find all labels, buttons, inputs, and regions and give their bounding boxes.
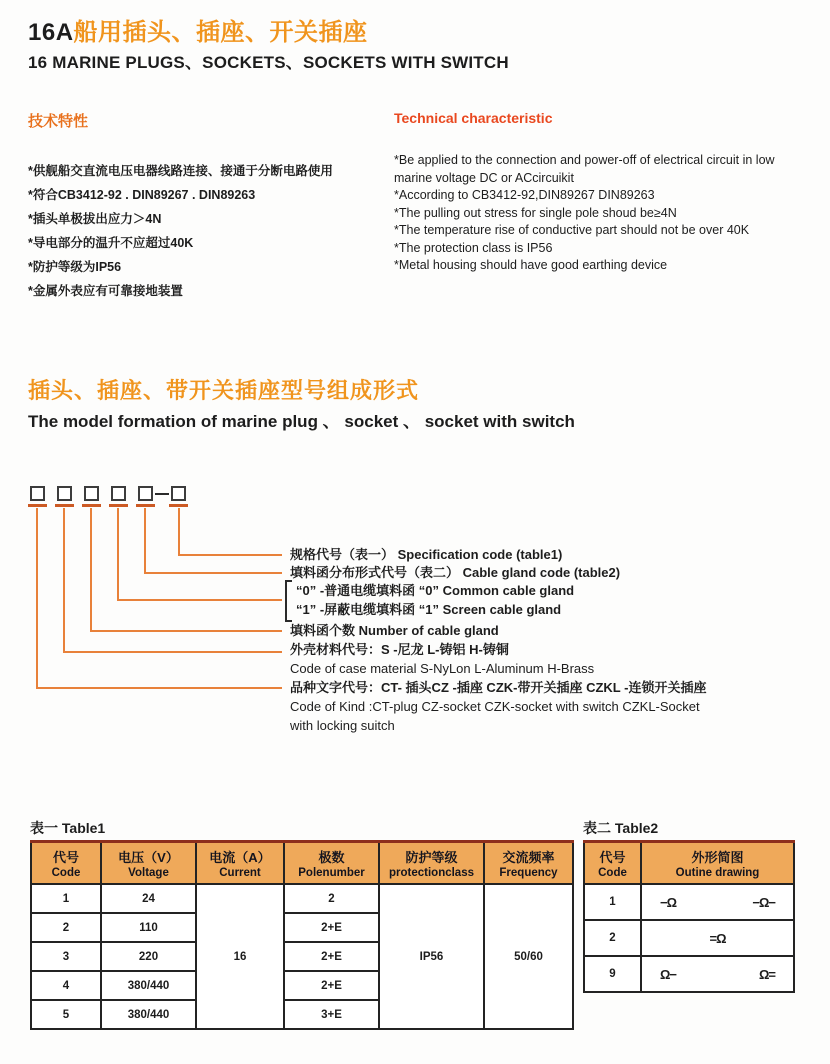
connector-line <box>178 554 282 556</box>
cell-voltage: 24 <box>101 884 196 913</box>
table-row <box>584 956 794 992</box>
box-underline <box>136 504 155 507</box>
box-underline <box>28 504 47 507</box>
tech-item-zh: *防护等级为IP56 <box>28 260 122 274</box>
box-underline <box>109 504 128 507</box>
code-box-2 <box>57 486 72 501</box>
header-en: Polenumber <box>298 867 365 879</box>
header-en: Current <box>219 867 261 879</box>
table-row <box>584 884 794 920</box>
table2-caption: 表二 Table2 <box>583 820 659 836</box>
tech-heading-zh: 技术特性 <box>28 113 89 130</box>
label-material-zh: 外壳材料代号：S -尼龙 L-铸铝 H-铸铜 <box>290 642 509 657</box>
label-kind-zh: 品种文字代号：CT- 插头CZ -插座 CZK-带开关插座 CZKL -连锁开关插座 <box>290 680 707 695</box>
cell-polenumber: 2+E <box>284 942 379 971</box>
table-row <box>31 884 573 913</box>
code-box-3 <box>84 486 99 501</box>
cell-code: 1 <box>584 884 641 920</box>
cell-code: 2 <box>584 920 641 956</box>
tech-item-zh: *金属外表应有可靠接地装置 <box>28 284 183 298</box>
header-zh: 代号 <box>52 850 79 865</box>
tech-item-zh: *插头单极拔出应力＞4N <box>28 212 162 226</box>
connector-line <box>144 572 282 574</box>
table1-header-code <box>31 842 101 885</box>
tech-item-en: *The temperature rise of conductive part should not be over 40K <box>394 223 750 237</box>
table1-header-protectionclass <box>379 842 484 885</box>
page-title <box>28 12 509 47</box>
label-kind-en-1: Code of Kind :CT-plug CZ-socket CZK-socket with switch CZKL-Socket <box>290 699 700 714</box>
connector-line <box>117 599 282 601</box>
gland-outline-icon: −Ω <box>660 894 677 910</box>
header-en: protectionclass <box>389 867 474 879</box>
table1-header-row <box>31 842 573 885</box>
box-underline <box>82 504 101 507</box>
header-en: Code <box>598 867 627 879</box>
title-prefix: 16A <box>28 19 74 46</box>
cell-polenumber: 2+E <box>284 971 379 1000</box>
tech-item-zh: *符合CB3412-92 . DIN89267 . DIN89263 <box>28 188 256 202</box>
header-zh: 电压（V） <box>118 850 179 865</box>
header-en: Outine drawing <box>675 867 760 879</box>
code-box-6 <box>171 486 186 501</box>
label-gland-0: “0” -普通电缆填料函 “0” Common cable gland <box>296 583 575 598</box>
table1-header-polenumber <box>284 842 379 885</box>
cell-outline-drawing <box>641 884 794 920</box>
connector-line <box>63 651 282 653</box>
model-section-header <box>28 374 575 432</box>
header-zh: 电流（A） <box>209 850 271 865</box>
tech-item-en: *According to CB3412-92,DIN89267 DIN89263 <box>394 188 655 202</box>
cell-voltage: 380/440 <box>101 971 196 1000</box>
tech-item-en: *The pulling out stress for single pole shoud be≥4N <box>394 205 677 220</box>
header-en: Code <box>51 867 81 879</box>
cell-polenumber: 2 <box>284 884 379 913</box>
gland-outline-icon: =Ω <box>709 930 726 946</box>
box-underline <box>55 504 74 507</box>
tech-item-zh: *导电部分的温升不应超过40K <box>28 236 194 250</box>
connector-line <box>63 508 65 653</box>
gland-outline-icon: Ω− <box>660 966 677 982</box>
label-gland-1: “1” -屏蔽电缆填料函 “1” Screen cable gland <box>296 602 562 617</box>
cell-protection-merged: IP56 <box>379 884 484 1029</box>
connector-line <box>144 508 146 574</box>
gland-outline-icon: −Ω− <box>752 894 775 910</box>
cell-outline-drawing <box>641 956 794 992</box>
header-zh: 外形简图 <box>691 850 744 865</box>
tech-section-zh <box>28 110 388 303</box>
connector-line <box>178 508 180 556</box>
table2-header-row <box>584 842 794 885</box>
label-kind-en-2: with locking suitch <box>290 718 395 733</box>
table-row <box>584 920 794 956</box>
cell-code: 4 <box>31 971 101 1000</box>
cell-code: 9 <box>584 956 641 992</box>
tech-section-en <box>394 110 814 275</box>
table1-caption: 表一 Table1 <box>30 820 106 836</box>
tech-list-zh <box>28 159 388 303</box>
label-material-en: Code of case material S-NyLon L-Aluminum H-Brass <box>290 661 595 676</box>
table2 <box>583 840 795 993</box>
label-spec-code: 规格代号（表一） Specification code (table1) <box>290 547 563 562</box>
table1 <box>30 840 574 1030</box>
cell-code: 1 <box>31 884 101 913</box>
code-box-1 <box>30 486 45 501</box>
connector-line <box>36 508 38 689</box>
tech-item-en: *The protection class is IP56 <box>394 240 553 255</box>
header-zh: 防护等级 <box>405 850 458 865</box>
cell-current-merged: 16 <box>196 884 284 1029</box>
table1-header-current <box>196 842 284 885</box>
tech-item-en: *Metal housing should have good earthing device <box>394 258 668 272</box>
connector-line <box>90 630 282 632</box>
tech-item-en: *Be applied to the connection and power-off of electrical circuit in low marine voltage DC or ACcircuikit <box>394 153 775 185</box>
model-heading-en: The model formation of marine plug 、 socket 、 socket with switch <box>28 412 575 431</box>
page-subtitle: 16 MARINE PLUGS、SOCKETS、SOCKETS WITH SWITCH <box>28 53 509 72</box>
cell-voltage: 380/440 <box>101 1000 196 1029</box>
code-box-4 <box>111 486 126 501</box>
model-heading-zh: 插头、插座、带开关插座型号组成形式 <box>28 378 420 403</box>
tech-list-en <box>394 152 814 275</box>
code-dash <box>155 493 169 495</box>
cell-code: 3 <box>31 942 101 971</box>
cell-code: 5 <box>31 1000 101 1029</box>
cell-polenumber: 2+E <box>284 913 379 942</box>
cell-polenumber: 3+E <box>284 1000 379 1029</box>
header-zh: 极数 <box>318 850 345 865</box>
tech-item-zh: *供舰船交直流电压电器线路连接、接通于分断电路使用 <box>28 164 333 178</box>
cell-outline-drawing <box>641 920 794 956</box>
cell-voltage: 220 <box>101 942 196 971</box>
connector-line <box>36 687 282 689</box>
code-box-5 <box>138 486 153 501</box>
table2-header-code <box>584 842 641 885</box>
table1-header-voltage <box>101 842 196 885</box>
table1-header-frequency <box>484 842 573 885</box>
gland-outline-icon: Ω= <box>758 966 775 982</box>
connector-line <box>117 508 119 601</box>
title-chinese: 船用插头、插座、开关插座 <box>73 19 368 46</box>
header-zh: 代号 <box>599 850 626 865</box>
label-gland-number: 填料函个数 Number of cable gland <box>290 623 499 638</box>
label-gland-code: 填料函分布形式代号（表二） Cable gland code (table2) <box>290 565 621 580</box>
page-header <box>28 12 509 73</box>
cell-frequency-merged: 50/60 <box>484 884 573 1029</box>
tech-heading-en: Technical characteristic <box>394 110 553 126</box>
cell-voltage: 110 <box>101 913 196 942</box>
header-en: Frequency <box>499 867 558 879</box>
header-en: Voltage <box>128 867 169 879</box>
table2-header-outline-drawing <box>641 842 794 885</box>
bracket-glyph <box>285 580 292 622</box>
header-zh: 交流频率 <box>502 850 555 865</box>
connector-line <box>90 508 92 632</box>
box-underline <box>169 504 188 507</box>
cell-code: 2 <box>31 913 101 942</box>
